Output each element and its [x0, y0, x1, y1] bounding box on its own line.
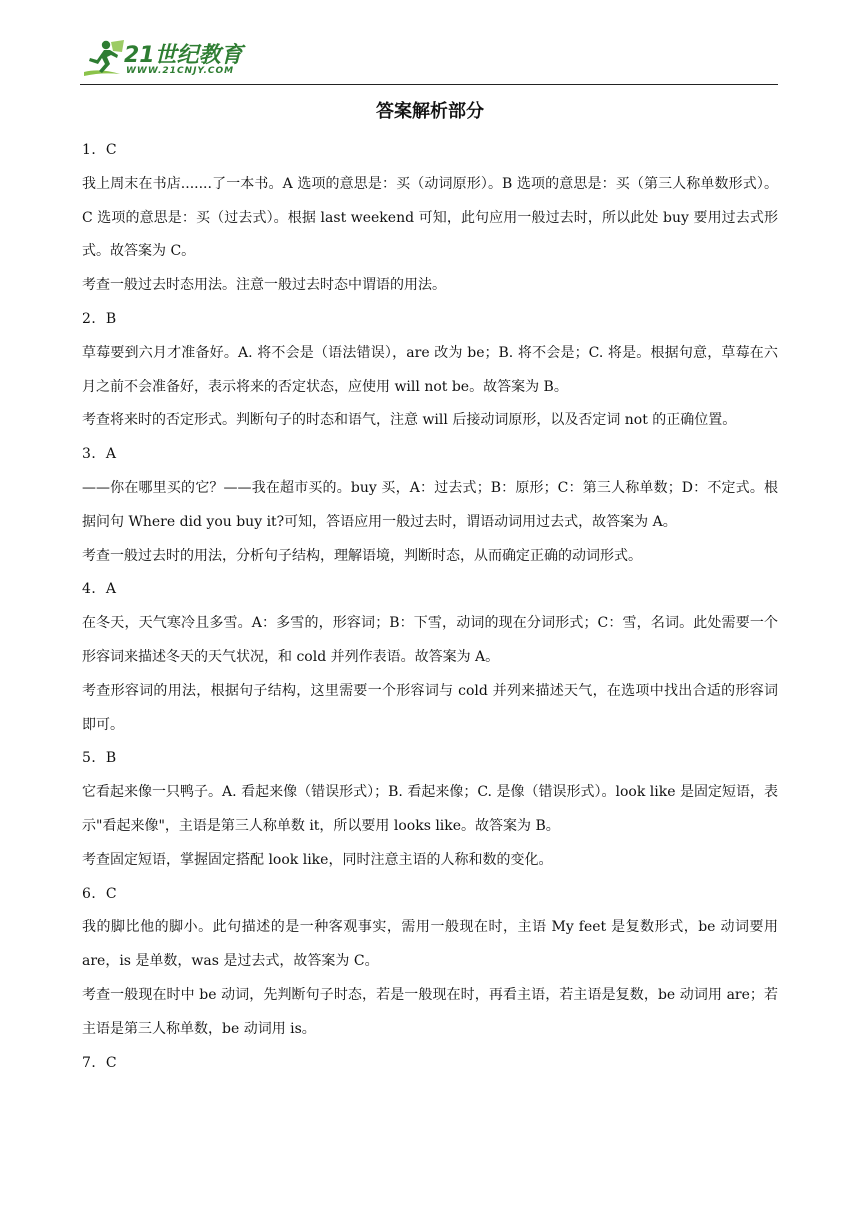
answer-item — [82, 573, 778, 742]
explanation-text: 我上周末在书店.......了一本书。A 选项的意思是：买（动词原形）。B 选项的意思是：买（第三人称单数形式）。C 选项的意思是：买（过去式）。根据 last weekend 可知，此句应用一般过去时，所以此处 buy 要用过去式形式。故答案为 C。 — [82, 175, 778, 260]
answer-item — [82, 1047, 778, 1081]
logo-wordmark: 21世纪教育 — [124, 43, 243, 68]
explanation-text: 它看起来像一只鸭子。A. 看起来像（错误形式）；B. 看起来像；C. 是像（错误形式）。look like 是固定短语，表示"看起来像"，主语是第三人称单数 it，所以要用 looks like。故答案为 B。 — [82, 784, 778, 834]
answer-item — [82, 134, 778, 303]
analysis-text: 考查固定短语，掌握固定搭配 look like，同时注意主语的人称和数的变化。 — [82, 851, 553, 868]
explanation-text: 在冬天，天气寒冷且多雪。A：多雪的，形容词；B：下雪，动词的现在分词形式；C：雪，名词。此处需要一个形容词来描述冬天的天气状况，和 cold 并列作表语。故答案为 A。 — [82, 615, 778, 665]
item-number: 6．C — [82, 885, 118, 902]
explanation-text: ——你在哪里买的它？——我在超市买的。buy 买，A：过去式；B：原形；C：第三人称单数；D：不定式。根据问句 Where did you buy it?可知，答语应用一般过去时，谓语动词用过去式，故答案为 A。 — [82, 479, 778, 530]
analysis-text: 考查一般过去时的用法，分析句子结构，理解语境，判断时态，从而确定正确的动词形式。 — [82, 547, 642, 564]
page-header — [80, 36, 778, 86]
explanation-text: 我的脚比他的脚小。此句描述的是一种客观事实，需用一般现在时，主语 My feet 是复数形式，be 动词要用 are，is 是单数，was 是过去式，故答案为 C。 — [82, 919, 778, 970]
answer-item — [82, 878, 778, 1047]
page-title: 答案解析部分 — [376, 101, 484, 122]
answer-list — [82, 134, 778, 1080]
explanation-text: 草莓要到六月才准备好。A. 将不会是（语法错误），are 改为 be；B. 将不会是；C. 将是。根据句意，草莓在六月之前不会准备好，表示将来的否定状态，应使用 will not be。故答案为 B。 — [82, 344, 778, 395]
analysis-text: 考查一般过去时态用法。注意一般过去时态中谓语的用法。 — [82, 277, 446, 294]
logo — [80, 36, 250, 82]
logo-url: WWW.21CNJY.COM — [126, 66, 235, 76]
item-number: 2．B — [82, 310, 117, 327]
item-number: 5．B — [82, 750, 117, 767]
answer-item — [82, 438, 778, 573]
answer-item — [82, 742, 778, 877]
item-number: 7．C — [82, 1054, 118, 1071]
answer-item — [82, 303, 778, 438]
header-divider — [80, 84, 778, 85]
analysis-text: 考查一般现在时中 be 动词，先判断句子时态，若是一般现在时，再看主语，若主语是复数，be 动词用 are；若主语是第三人称单数，be 动词用 is。 — [82, 986, 778, 1037]
analysis-text: 考查将来时的否定形式。判断句子的时态和语气，注意 will 后接动词原形，以及否定词 not 的正确位置。 — [82, 412, 737, 429]
analysis-text: 考查形容词的用法，根据句子结构，这里需要一个形容词与 cold 并列来描述天气，在选项中找出合适的形容词即可。 — [82, 682, 778, 733]
item-number: 4．A — [82, 581, 117, 598]
item-number: 3．A — [82, 446, 117, 463]
runner-icon — [80, 38, 128, 80]
item-number: 1．C — [82, 142, 118, 158]
